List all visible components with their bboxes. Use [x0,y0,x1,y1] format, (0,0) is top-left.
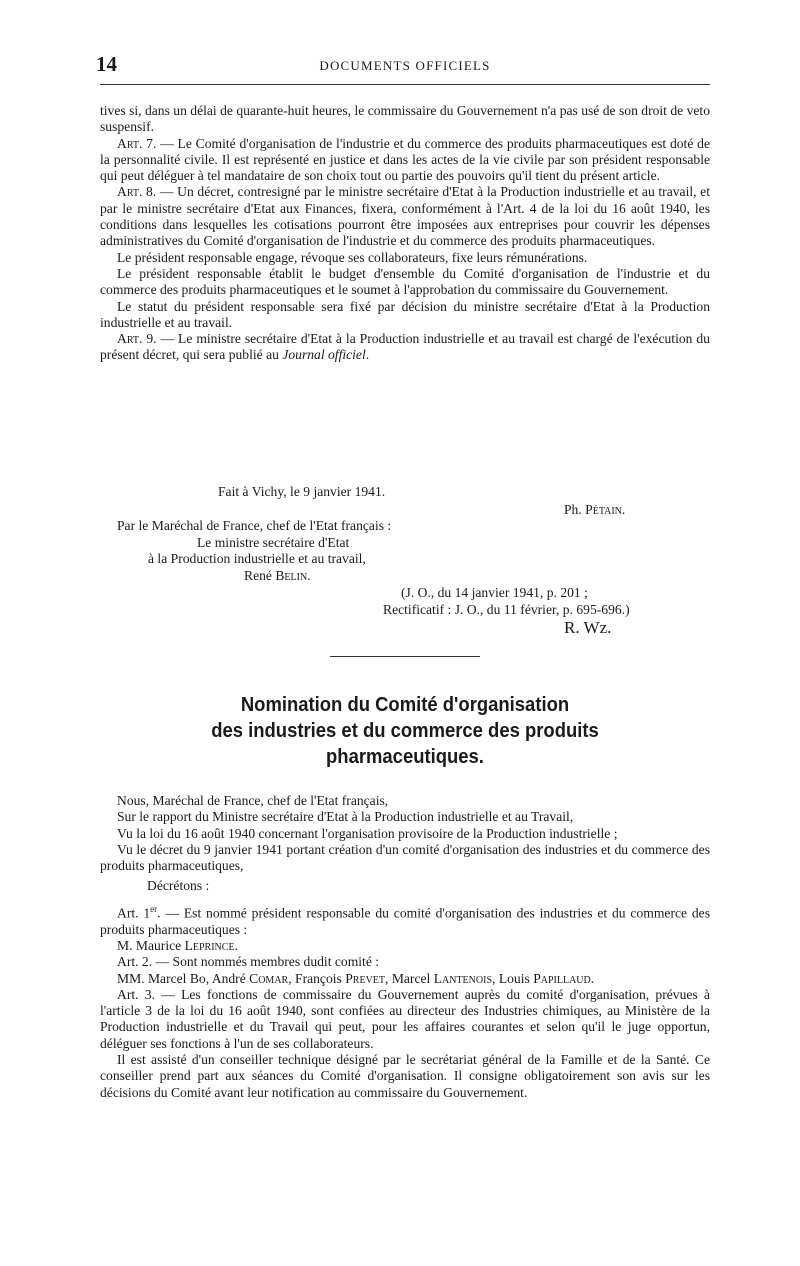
paragraph-veto: tives si, dans un délai de quarante-huit heures, le commissaire du Gouvernement n'a pas usé de son droit de veto suspensif. [100,103,710,135]
article-1 [100,901,710,938]
paragraph-statut: Le statut du président responsable sera fixé par décision du ministre secrétaire d'Etat à la Production industrielle et au travail. [100,298,710,330]
members-list [100,971,710,987]
decree-articles-continued [100,103,710,364]
article-8 [100,184,710,249]
members-part-a: MM. Marcel Bo, André [117,970,250,986]
journal-officiel: Journal officiel [282,347,366,363]
belin-last: Belin [275,568,308,583]
article-9-text: — Le ministre secrétaire d'Etat à la Production industrielle et au travail est chargé de l'exécution du présent décret, qui sera publié au [100,331,710,363]
paragraph-nous: Nous, Maréchal de France, chef de l'Etat français, [117,793,389,808]
member-lantenois: Lantenois [433,970,493,986]
signature-petain [564,502,625,518]
member-papillaud: Papillaud [533,970,591,986]
ministre-line-1: Le ministre secrétaire d'Etat [197,535,350,550]
paragraph-vu-decret: Vu le décret du 9 janvier 1941 portant création d'un comité d'organisation des industries et du commerce des produits pharmaceutiques, [100,841,710,874]
journal-officiel-reference: (J. O., du 14 janvier 1941, p. 201 ; [401,585,588,600]
petain-end: . [621,502,626,517]
article-1-text: . — Est nommé président responsable du comité d'organisation des industries et du commerce des produits pharmaceutiques : [100,905,710,937]
section-title [131,692,680,770]
article-8-text: — Un décret, contresigné par le ministre secrétaire d'Etat à la Production industrielle et au travail, et par le ministre secrétaire d'Etat aux Finances, fixera, conformément à l'Art. 4 de la loi du 16 août 1940, les conditions dans lesquelles les cotisations pourront être imposées aux entreprises pour couvrir les dépenses administratives du Comité d'organisation de l'industrie et du commerce des produits pharmaceutiques. [100,184,710,249]
article-3: Art. 3. — Les fonctions de commissaire du Gouvernement auprès du comité d'organisation, prévues à l'article 3 de la loi du 16 août 1940, sont confiées au directeur des Industries chimiques, au Ministère de la Production industrielle et du Travail qui peut, pour les affaires courantes et selon qu'il le juge opportun, déléguer ses fonctions à l'un de ses collaborateurs. [100,986,710,1051]
par-le-marechal: Par le Maréchal de France, chef de l'Etat français : [117,518,392,533]
president-end: . [234,937,238,953]
signature-belin [244,568,311,584]
ministre-line-2: à la Production industrielle et au travail, [148,551,366,566]
member-comar: Comar [249,970,289,986]
president-name [100,938,710,954]
page-header [96,52,710,78]
article-2: Art. 2. — Sont nommés membres dudit comité : [117,954,380,970]
running-title: DOCUMENTS OFFICIELS [319,58,491,73]
members-part-c: , Marcel [385,970,434,986]
members-part-d: , Louis [492,970,534,986]
article-7-label: Art. 7. [117,135,157,151]
petain-initials: Ph. [564,502,586,517]
member-prevet: Prevet [345,970,386,986]
article-7-text: — Le Comité d'organisation de l'industrie et du commerce des produits pharmaceutiques est doté de la personnalité civile. Il est représenté en justice et dans les actes de la vie civile par son président responsable qui peut déléguer à tel mandataire de son choix tout ou partie des pouvoirs qu'il tient du présent article. [100,135,710,184]
members-end: . [590,970,595,986]
paragraph-budget: Le président responsable établit le budget d'ensemble du Comité d'organisation de l'industrie et du commerce des produits pharmaceutiques et le soumet à l'approbation du commissaire du Gouvernement. [100,265,710,298]
paragraph-sur-le-rapport: Sur le rapport du Ministre secrétaire d'Etat à la Production industrielle et au Travail, [117,809,574,825]
petain-name: Pétain [585,502,622,517]
section-title-line-2: des industries et du commerce des produits pharmaceutiques. [211,719,599,768]
article-9-label: Art. 9. [117,331,157,347]
author-initials: R. Wz. [564,618,612,637]
belin-first: René [244,568,276,583]
section-divider [330,656,480,657]
rectificatif-reference: Rectificatif : J. O., du 11 février, p. 695-696.) [383,602,630,617]
nomination-decree [100,793,710,1101]
article-9-end: . [365,347,370,363]
article-9 [100,331,710,364]
paragraph-vu-loi: Vu la loi du 16 août 1940 concernant l'organisation provisoire de la Production industrielle ; [117,825,618,841]
header-rule [100,84,710,85]
president-last: Leprince [184,937,235,953]
article-7 [100,136,710,185]
article-8-label: Art. 8. [117,184,157,200]
president-first: M. Maurice [117,937,185,953]
section-title-line-1: Nomination du Comité d'organisation [240,693,570,716]
fait-a-vichy: Fait à Vichy, le 9 janvier 1941. [218,484,386,499]
belin-end: . [307,568,311,583]
decretons: Décrétons : [147,878,210,894]
paragraph-president-engage: Le président responsable engage, révoque ses collaborateurs, fixe leurs rémunérations. [117,249,588,265]
article-1-label: Art. 1 [117,905,151,921]
members-part-b: , François [288,970,346,986]
paragraph-conseiller: Il est assisté d'un conseiller technique désigné par le secrétariat général de la Famille et de la Santé. Ce conseiller prend part aux séances du Comité d'organisation. Il consigne obligatoirement son avis sur les décisions du Comité avant leur notification au commissaire du Gouvernement. [100,1051,710,1100]
article-1-sup: er [150,903,158,914]
page-number: 14 [96,52,117,76]
